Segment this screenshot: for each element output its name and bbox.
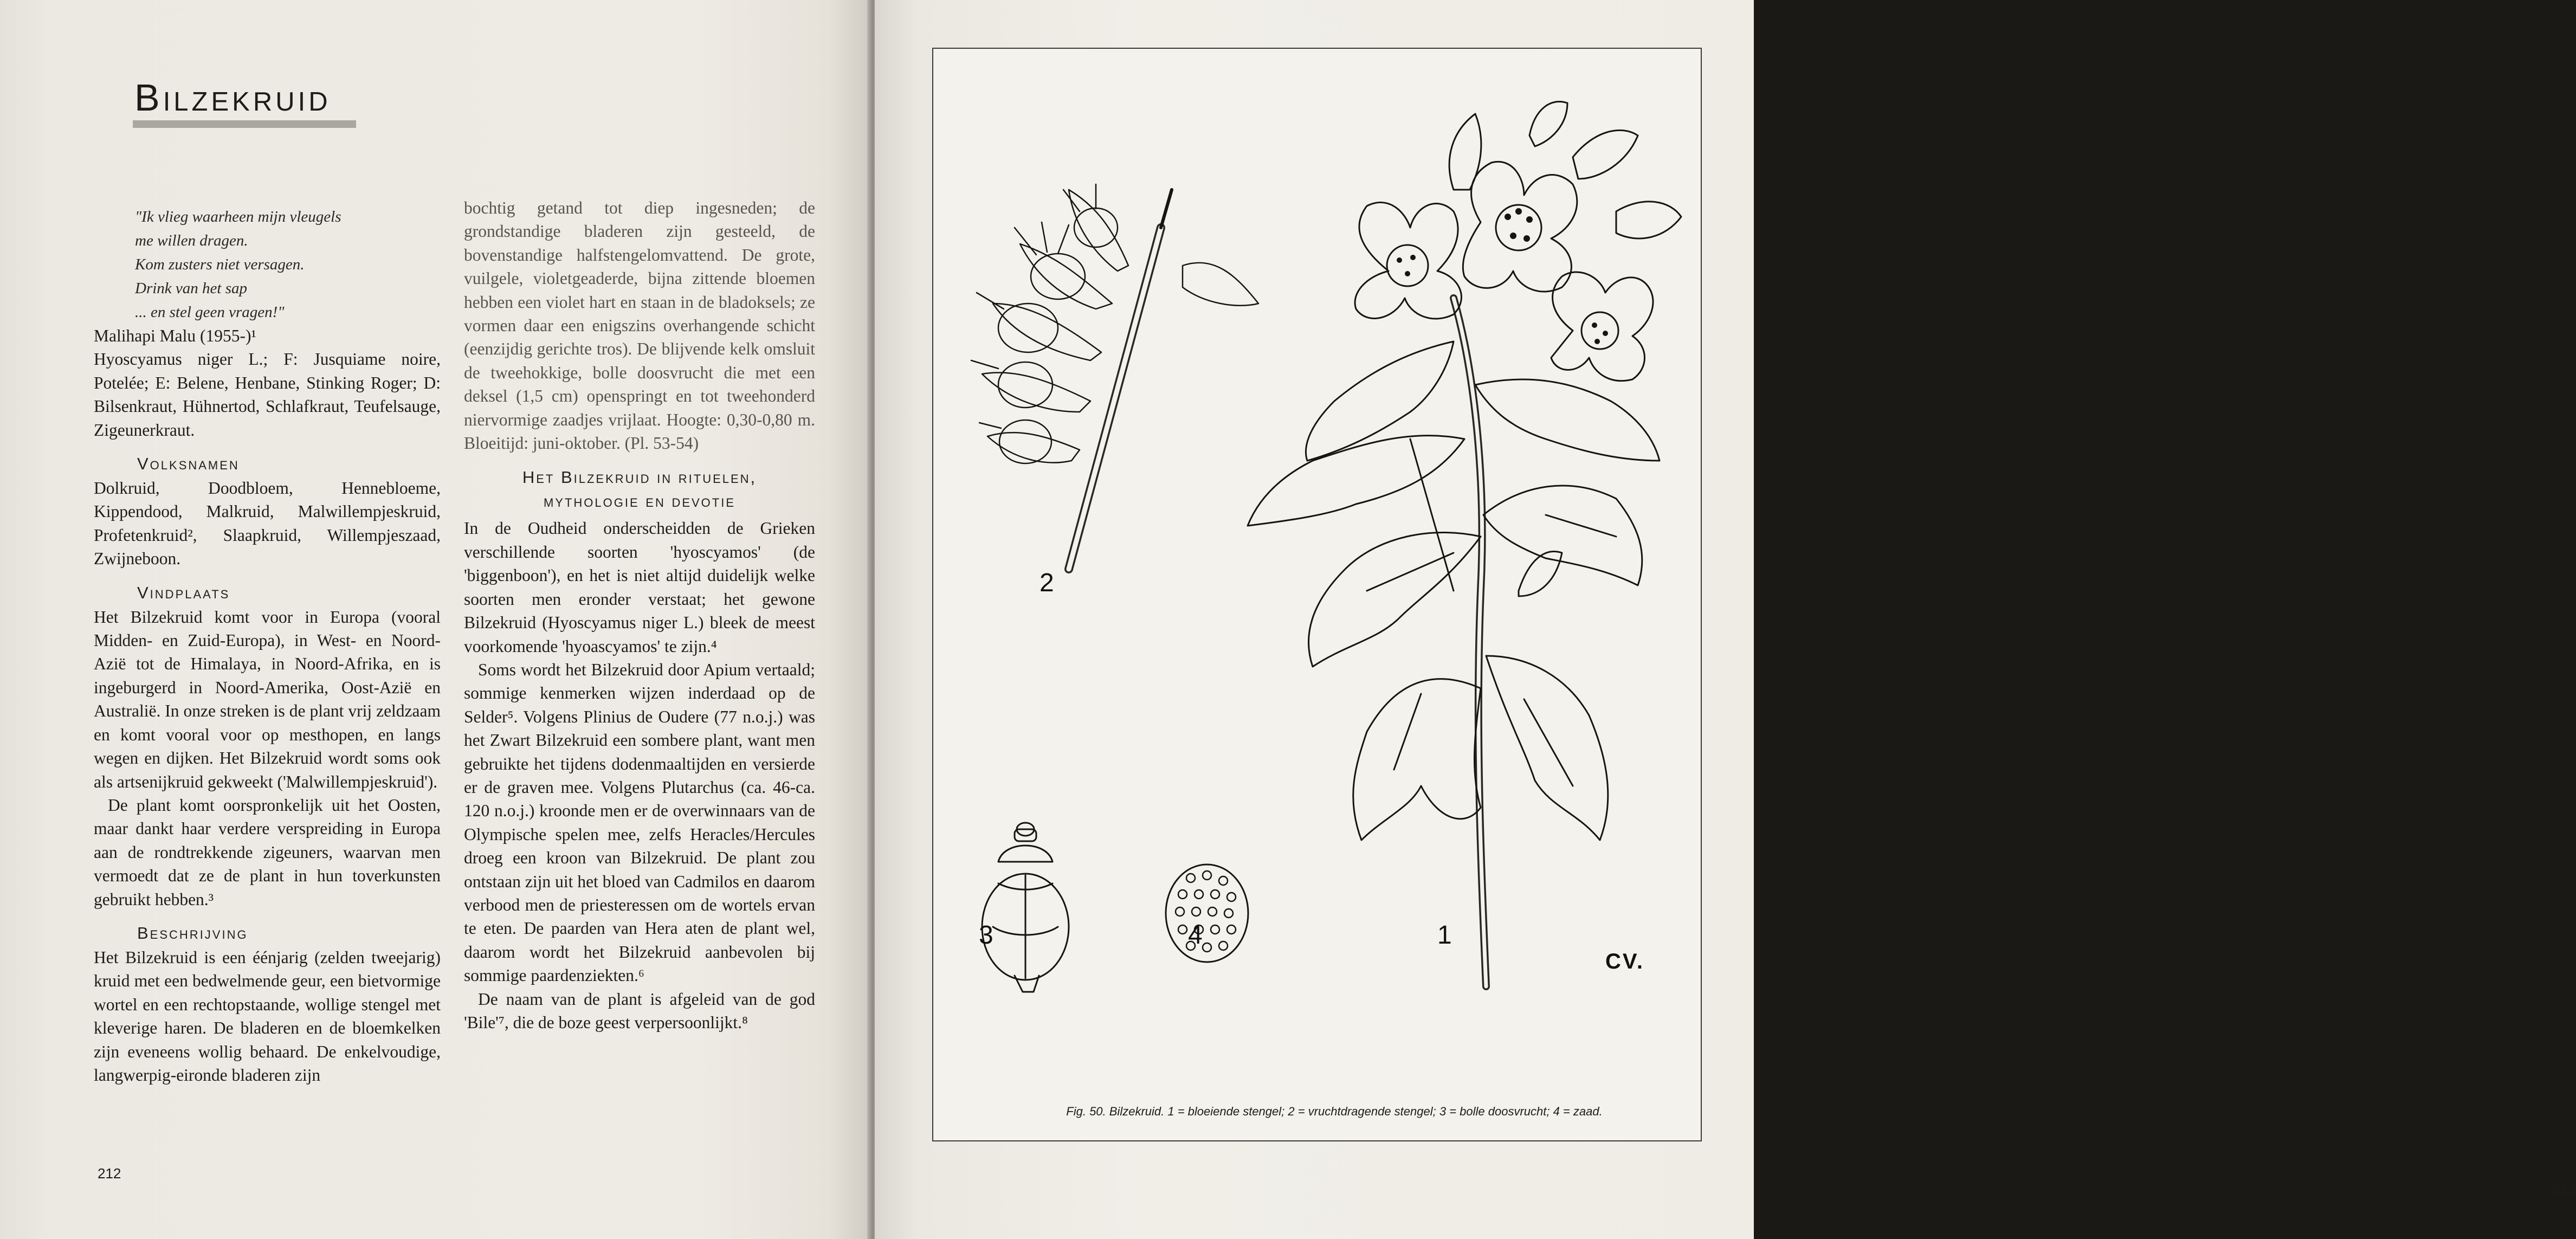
right-column — [464, 196, 815, 1034]
section-heading-vindplaats: Vindplaats — [137, 583, 230, 602]
epigraph — [135, 205, 441, 324]
epigraph-line: Kom zusters niet versagen. — [135, 256, 305, 273]
vindplaats-paragraph: De plant komt oorspronkelijk uit het Oosten, maar dankt haar verdere verspreiding in Europa aan de rondtrekkende zigeuners, waarvan men vermoedt dat ze de plant in hun toverkunsten gebruikt hebben.³ — [94, 795, 441, 909]
figure-caption: Fig. 50. Bilzekruid. 1 = bloeiende stengel; 2 = vruchtdragende stengel; 3 = bolle doosvrucht; 4 = zaad. — [1066, 1105, 1603, 1118]
figure-label-2: 2 — [1040, 569, 1054, 597]
title-rule — [133, 120, 356, 128]
section-heading-volksnamen: Volksnamen — [137, 454, 240, 474]
epigraph-line: Drink van het sap — [135, 280, 247, 297]
section-heading-rituelen-line: mythologie en devotie — [543, 492, 736, 511]
figure-label-3: 3 — [979, 921, 993, 950]
beschrijving-continuation: bochtig getand tot diep ingesneden; de grondstandige bladeren zijn gesteeld, de bovenstandige halfstengelomvattend. De grote, vuilgele, violetgeaderde, bijna zittende bloemen hebben een violet hart en staan in de bladoksels; ze vormen daar een enigszins overhangende schicht (eenzijdig gerichte tros). De blijvende kelk omsluit de tweehokkige, bolle doosvrucht die met een deksel (1,5 cm) openspringt en tot tweehonderd niervormige zaadjes vrijlaat. Hoogte: 0,30-0,80 m. Bloeitijd: juni-oktober. (Pl. 53-54) — [464, 198, 815, 453]
figure-label-4: 4 — [1188, 921, 1203, 950]
vindplaats-paragraph: Het Bilzekruid komt voor in Europa (vooral Midden- en Zuid-Europa), in West- en Noord-Azië tot de Himalaya, in Noord-Afrika, en is ingeburgerd in Noord-Amerika, Oost-Azië en Australië. In onze streken is de plant vrij zeldzaam en komt vooral voor op mesthopen, en langs wegen en dijken. Het Bilzekruid wordt soms ook als artsenijkruid gekweekt ('Malwillempjeskruid'). — [94, 607, 441, 791]
epigraph-line: ... en stel geen vragen!" — [135, 304, 285, 321]
epigraph-line: "Ik vlieg waarheen mijn vleugels — [135, 208, 341, 225]
figure-frame — [932, 48, 1702, 1141]
epigraph-line: me willen dragen. — [135, 232, 248, 249]
seed-4 — [1166, 864, 1248, 962]
figure-label-1: 1 — [1437, 921, 1452, 950]
capsule-3 — [982, 823, 1069, 992]
rituelen-paragraph: Soms wordt het Bilzekruid door Apium vertaald; sommige kenmerken wijzen inderdaad op de Selder⁵. Volgens Plinius de Oudere (77 n.o.j.) was het Zwart Bilzekruid een sombere plant, want men gebruikte het tijdens dodenmaaltijden en versierde er de graven mee. Volgens Plutarchus (ca. 46-ca. 120 n.o.j.) kroonde men er de overwinnaars van de Olympische spelen mee, zelfs Heracles/Hercules droeg een kroon van Bilzekruid. De plant zou ontstaan zijn uit het bloed van Cadmilos en daarom verbood men de priesteressen om de wortels ervan te eten. De paarden van Hera aten de plant wel, daarom wordt het Bilzekruid aanbevolen bij sommige paardenziekten.⁶ — [464, 660, 815, 985]
artist-signature: CV. — [1605, 950, 1645, 973]
beschrijving-paragraph: Het Bilzekruid is een éénjarig (zelden tweejarig) kruid met een bedwelmende geur, een bietvormige wortel en een rechtopstaande, wollige stengel met kleverige haren. De bladeren en de bloemkelken zijn eveneens wollig behaard. De enkelvoudige, langwerpig-eironde bladeren zijn — [94, 947, 441, 1085]
volksnamen-paragraph: Dolkruid, Doodbloem, Hennebloeme, Kippendood, Malkruid, Malwillempjeskruid, Profetenkruid², Slaapkruid, Willempjeszaad, Zwijneboon. — [94, 479, 441, 569]
botanical-illustration — [933, 49, 1701, 1062]
left-column — [94, 205, 441, 1087]
page-number-left: 212 — [98, 1165, 121, 1182]
section-heading-beschrijving: Beschrijving — [137, 923, 248, 943]
fruiting-stem — [971, 184, 1258, 569]
epigraph-attribution: Malihapi Malu (1955-)¹ — [94, 326, 256, 345]
synonyms-paragraph: Hyoscyamus niger L.; F: Jusquiame noire, Potelée; E: Belene, Henbane, Stinking Roger; D: Bilsenkraut, Hühnertod, Schlafkraut, Teufelsauge, Zigeunerkraut. — [94, 350, 441, 440]
flowering-stem — [1248, 102, 1681, 987]
chapter-title: Bilzekruid — [134, 76, 331, 119]
rituelen-paragraph: De naam van de plant is afgeleid van de god 'Bile'⁷, die de boze geest verpersoonlijkt.⁸ — [464, 989, 815, 1032]
left-page — [0, 0, 871, 1239]
rituelen-paragraph: In de Oudheid onderscheidden de Grieken verschillende soorten 'hyoscyamos' (de 'biggenboon'), en het is niet altijd duidelijk welke soorten men eronder verstaat; het gewone Bilzekruid (Hyoscyamus niger L.) bleek de meest voorkomende 'hyoascyamos' te zijn.⁴ — [464, 519, 815, 656]
section-heading-rituelen-line: Het Bilzekruid in rituelen, — [522, 468, 757, 487]
section-heading-rituelen — [464, 466, 815, 513]
page-number-right: 213 — [2553, 1180, 2576, 1197]
